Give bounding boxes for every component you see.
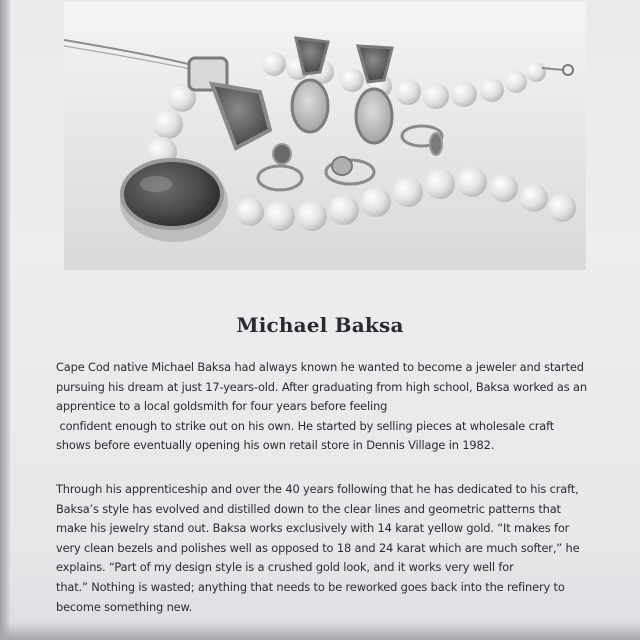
jewelry-photo <box>64 2 586 270</box>
paragraph-line: make his jewelry stand out. Baksa works exclusively with 14 karat yellow gold. “It makes for <box>56 521 570 536</box>
page-left-shadow <box>0 0 10 640</box>
paragraph-line: very clean bezels and polishes well as opposed to 18 and 24 karat which are much softer,” he <box>56 540 580 555</box>
paragraph-line: become something new. <box>56 599 193 614</box>
article-title: Michael Baksa <box>236 313 404 337</box>
paragraph-line: that.” Nothing is wasted; anything that needs to be reworked goes back into the refinery to <box>56 579 565 594</box>
article-paragraph-2 <box>56 480 596 617</box>
jewelry-illustration <box>64 2 586 270</box>
page-bottom-shadow <box>0 622 640 640</box>
article-paragraph-1 <box>56 358 596 456</box>
paragraph-line: shows before eventually opening his own retail store in Dennis Village in 1982. <box>56 438 495 453</box>
paragraph-line: apprentice to a local goldsmith for four years before feeling <box>56 399 388 414</box>
paragraph-line: Through his apprenticeship and over the 40 years following that he has dedicated to his craft, <box>56 482 579 496</box>
paragraph-line: Cape Cod native Michael Baksa had always known he wanted to become a jeweler and started <box>56 360 584 374</box>
paragraph-line: confident enough to strike out on his own. He started by selling pieces at wholesale craft <box>56 418 555 433</box>
paragraph-line: Baksa’s style has evolved and distilled down to the clear lines and geometric patterns that <box>56 501 561 516</box>
paragraph-line: explains. “Part of my design style is a crushed gold look, and it works very well for <box>56 560 514 575</box>
paragraph-line: pursuing his dream at just 17-years-old. After graduating from high school, Baksa worked as an <box>56 379 587 394</box>
